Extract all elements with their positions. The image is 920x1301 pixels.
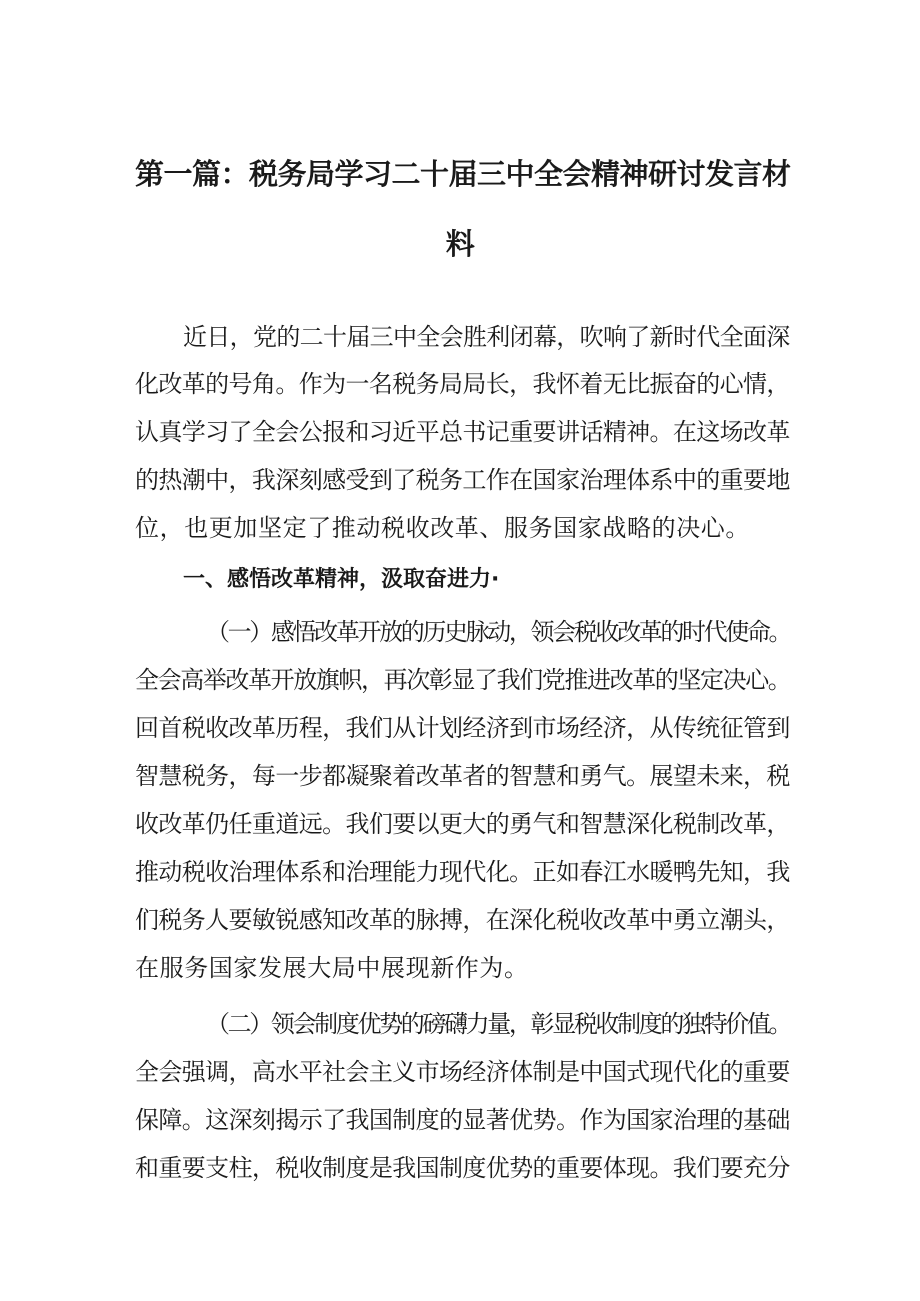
intro-line-5: 位，也更加坚定了推动税收改革、服务国家战略的决心。 [135, 514, 750, 542]
section-1-heading: 一、感悟改革精神，汲取奋进力· [183, 567, 500, 592]
sub1-line-5: 收改革仍任重道远。我们要以更大的勇气和智慧深化税制改革， [135, 810, 790, 838]
intro-line-2: 化改革的号角。作为一名税务局局长，我怀着无比振奋的心情， [135, 370, 790, 398]
sub2-line-2: 全会强调，高水平社会主义市场经济体制是中国式现代化的重要 [135, 1058, 790, 1086]
sub1-line-4: 智慧税务，每一步都凝聚着改革者的智慧和勇气。展望未来，税 [135, 762, 790, 790]
intro-line-1: 近日，党的二十届三中全会胜利闭幕，吹响了新时代全面深 [183, 323, 790, 351]
sub2-line-4: 和重要支柱，税收制度是我国制度优势的重要体现。我们要充分 [135, 1154, 790, 1182]
intro-line-4: 的热潮中，我深刻感受到了税务工作在国家治理体系中的重要地 [135, 466, 790, 494]
sub1-line-1: （一）感悟改革开放的历史脉动，领会税收改革的时代使命。 [206, 618, 791, 646]
sub1-line-2: 全会高举改革开放旗帜，再次彰显了我们党推进改革的坚定决心。 [135, 666, 791, 694]
sub1-line-6: 推动税收治理体系和治理能力现代化。正如春江水暖鸭先知，我 [135, 858, 790, 886]
sub2-line-3: 保障。这深刻揭示了我国制度的显著优势。作为国家治理的基础 [135, 1106, 790, 1134]
document-title-line-1: 第一篇：税务局学习二十届三中全会精神研讨发言材 [135, 157, 791, 191]
sub1-line-7: 们税务人要敏锐感知改革的脉搏，在深化税收改革中勇立潮头， [135, 906, 790, 934]
sub2-line-1: （二）领会制度优势的磅礴力量，彰显税收制度的独特价值。 [206, 1010, 791, 1038]
intro-line-3: 认真学习了全会公报和习近平总书记重要讲话精神。在这场改革 [135, 418, 790, 446]
document-title-line-2: 料 [445, 227, 475, 261]
sub1-line-8: 在服务国家发展大局中展现新作为。 [135, 954, 529, 982]
sub1-line-3: 回首税收改革历程，我们从计划经济到市场经济，从传统征管到 [135, 714, 790, 742]
